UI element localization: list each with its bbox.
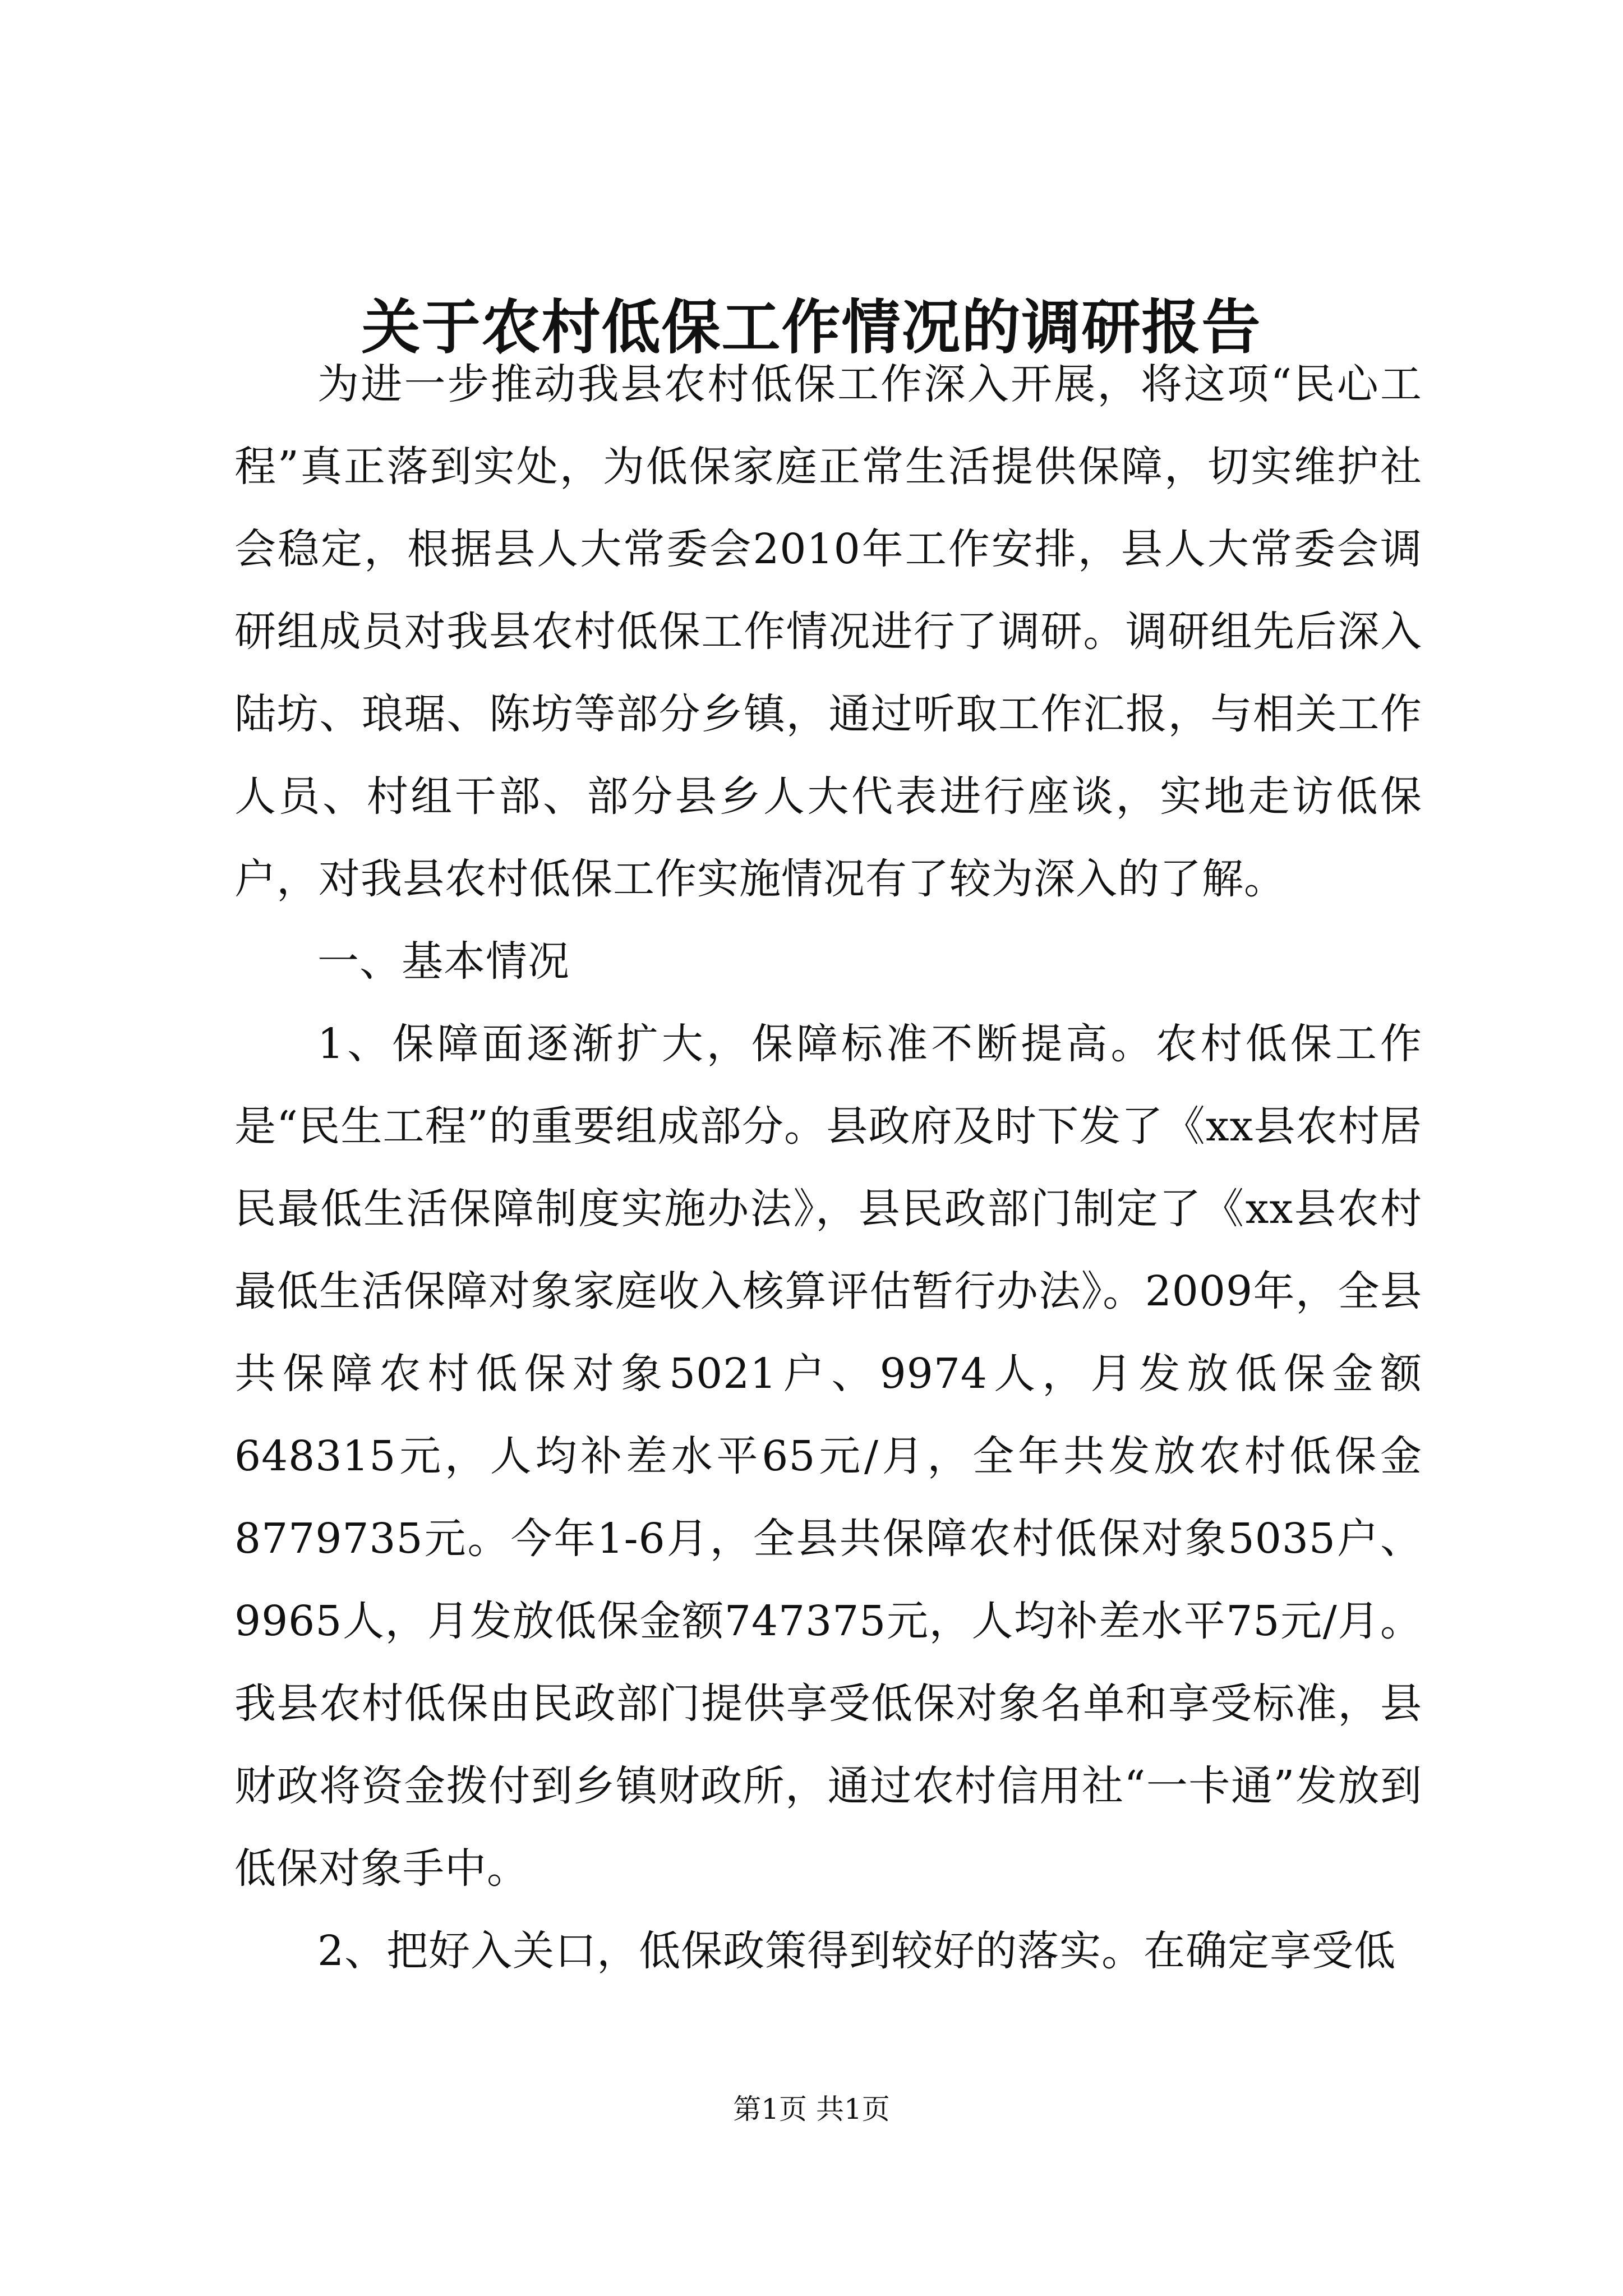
section-heading-basic-situation: 一、基本情况 <box>317 937 570 986</box>
paragraph-intro: 为进一步推动我县农村低保工作深入开展，将这项“民心工程”真正落到实处，为低保家庭正常生活提供保障，切实维护社会稳定，根据县人大常委会2010年工作安排，县人大常委会调研组成员对我县农村低保工作情况进行了调研。调研组先后深入陆坊、琅琚、陈坊等部分乡镇，通过听取工作汇报，与相关工作人员、村组干部、部分县乡人大代表进行座谈，实地走访低保户，对我县农村低保工作实施情况有了较为深入的了解。 <box>234 360 1422 903</box>
document-body <box>234 343 1422 1993</box>
page-footer: 第1页 共1页 <box>733 2093 890 2125</box>
document-title: 关于农村低保工作情况的调研报告 <box>361 292 1262 362</box>
paragraph-item-2: 2、把好入关口，低保政策得到较好的落实。在确定享受低 <box>317 1927 1396 1975</box>
paragraph-item-1: 1、保障面逐渐扩大，保障标准不断提高。农村低保工作是“民生工程”的重要组成部分。县政府及时下发了《xx县农村居民最低生活保障制度实施办法》，县民政部门制定了《xx县农村最低生活保障对象家庭收入核算评估暂行办法》。2009年，全县共保障农村低保对象5021户、9974人，月发放低保金额648315元，人均补差水平65元/月，全年共发放农村低保金8779735元。今年1-6月，全县共保障农村低保对象5035户、9965人，月发放低保金额747375元，人均补差水平75元/月。我县农村低保由民政部门提供享受低保对象名单和享受标准，县财政将资金拨付到乡镇财政所，通过农村信用社“一卡通”发放到低保对象手中。 <box>234 1020 1422 1893</box>
